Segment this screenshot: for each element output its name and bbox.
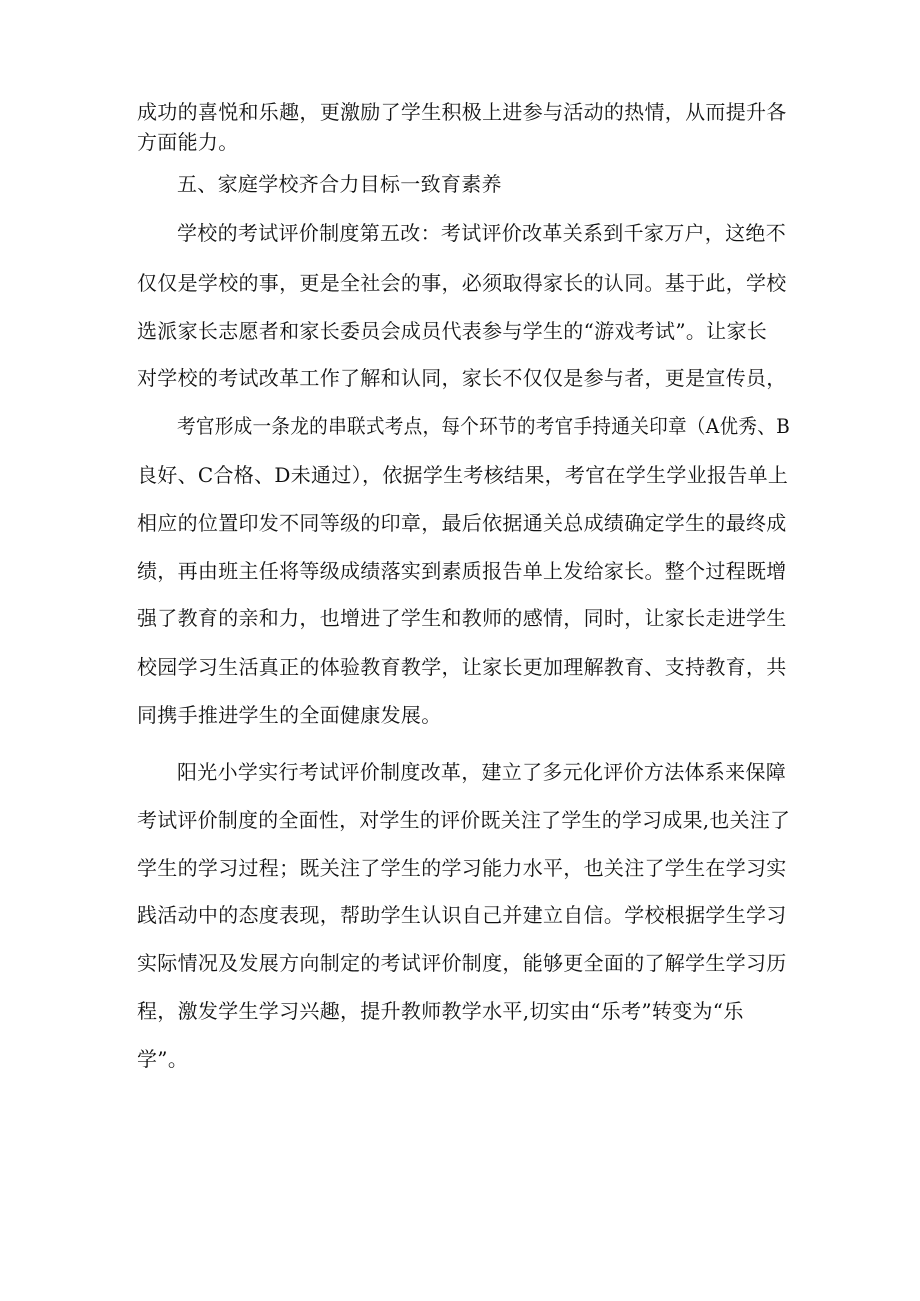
paragraph-line: 考试评价制度的全面性，对学生的评价既关注了学生的学习成果,也关注了 — [137, 808, 791, 832]
paragraph-line: 良好、C合格、D未通过），依据学生考核结果，考官在学生学业报告单上 — [137, 463, 789, 487]
paragraph-line: 绩，再由班主任将等级成绩落实到素质报告单上发给家长。整个过程既增 — [137, 559, 787, 583]
paragraph-line: 同携手推进学生的全面健康发展。 — [137, 703, 442, 727]
paragraph-line: 考官形成一条龙的串联式考点，每个环节的考官手持通关印章（A优秀、B — [177, 414, 791, 438]
paragraph-line: 学”。 — [137, 1047, 189, 1071]
paragraph-line: 相应的位置印发不同等级的印章，最后依据通关总成绩确定学生的最终成 — [137, 511, 787, 535]
paragraph-line: 程，激发学生学习兴趣，提升教师教学水平,切实由“乐考”转变为“乐 — [137, 999, 744, 1023]
paragraph-line: 成功的喜悦和乐趣，更激励了学生积极上进参与活动的热情，从而提升各 — [137, 100, 787, 124]
paragraph-line: 方面能力。 — [137, 130, 239, 154]
paragraph-line: 践活动中的态度表现，帮助学生认识自己并建立自信。学校根据学生学习 — [137, 903, 787, 927]
paragraph-line: 阳光小学实行考试评价制度改革，建立了多元化评价方法体系来保障 — [177, 760, 786, 784]
paragraph-line: 仅仅是学校的事，更是全社会的事，必须取得家长的认同。基于此，学校 — [137, 271, 787, 295]
paragraph-line: 强了教育的亲和力，也增进了学生和教师的感情，同时，让家长走进学生 — [137, 606, 787, 630]
paragraph-line: 选派家长志愿者和家长委员会成员代表参与学生的“游戏考试”。让家长 — [137, 319, 768, 343]
paragraph-line: 学生的学习过程；既关注了学生的学习能力水平，也关注了学生在学习实 — [137, 856, 787, 880]
paragraph-line: 校园学习生活真正的体验教育教学，让家长更加理解教育、支持教育，共 — [137, 655, 787, 679]
paragraph-line: 对学校的考试改革工作了解和认同，家长不仅仅是参与者，更是宣传员， — [137, 366, 787, 390]
paragraph-line: 学校的考试评价制度第五改：考试评价改革关系到千家万户，这绝不 — [177, 221, 786, 245]
section-heading: 五、家庭学校齐合力目标一致育素养 — [177, 172, 502, 196]
paragraph-line: 实际情况及发展方向制定的考试评价制度，能够更全面的了解学生学习历 — [137, 951, 787, 975]
